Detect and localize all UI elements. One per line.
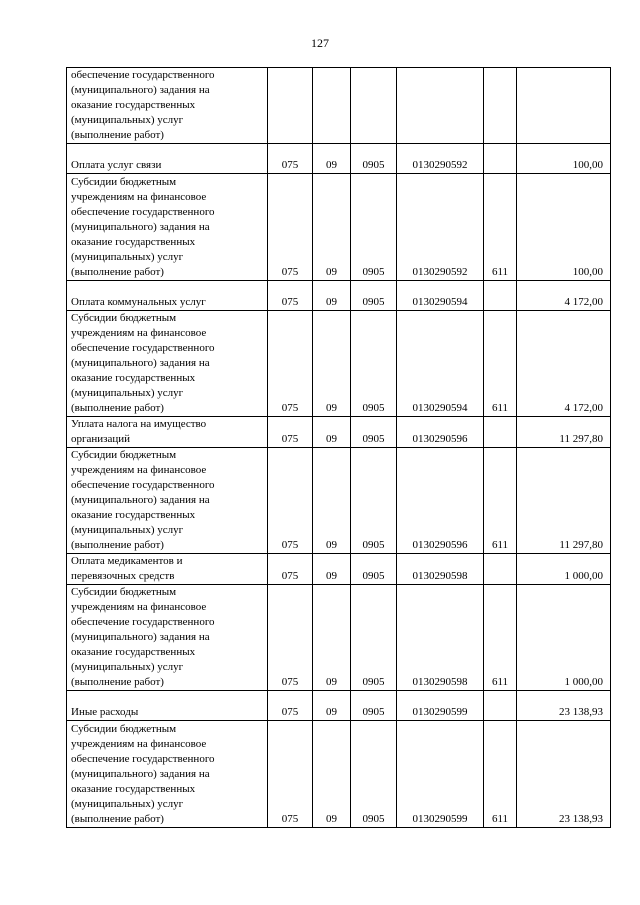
amount-cell [517, 68, 611, 144]
item-name: Субсидии бюджетным учреждениям на финансовое обеспечение государственного (муниципального) задания на оказание государственных (муниципальных) услуг (выполнение работ) [71, 723, 215, 825]
item-name-cell [67, 554, 268, 585]
section-code-cell: 09 [313, 144, 351, 174]
subsection-code-cell: 0905 [351, 174, 397, 281]
expense-type-cell [484, 417, 517, 448]
target-code-cell: 0130290592 [397, 174, 484, 281]
amount-cell: 11 297,80 [517, 448, 611, 554]
section-code-cell: 09 [313, 281, 351, 311]
target-code-cell: 0130290594 [397, 281, 484, 311]
target-code-cell: 0130290592 [397, 144, 484, 174]
section-code-cell: 09 [313, 691, 351, 721]
target-code-cell: 0130290596 [397, 448, 484, 554]
table-row [67, 448, 611, 554]
ministry-code-cell [268, 68, 313, 144]
target-code-cell: 0130290599 [397, 721, 484, 828]
subsection-code-cell: 0905 [351, 417, 397, 448]
section-code-cell: 09 [313, 448, 351, 554]
item-name: Субсидии бюджетным учреждениям на финансовое обеспечение государственного (муниципального) задания на оказание государственных (муниципальных) услуг (выполнение работ) [71, 312, 215, 414]
table-row [67, 311, 611, 417]
item-name-cell [67, 144, 268, 174]
amount-cell: 4 172,00 [517, 311, 611, 417]
subsection-code-cell: 0905 [351, 554, 397, 585]
ministry-code-cell: 075 [268, 721, 313, 828]
item-name: обеспечение государственного (муниципального) задания на оказание государственных (муниципальных) услуг (выполнение работ) [71, 69, 215, 141]
amount-cell: 100,00 [517, 174, 611, 281]
subsection-code-cell: 0905 [351, 721, 397, 828]
item-name-cell [67, 311, 268, 417]
expense-type-cell: 611 [484, 448, 517, 554]
expense-type-cell: 611 [484, 585, 517, 691]
item-name-cell [67, 174, 268, 281]
item-name-cell [67, 281, 268, 311]
subsection-code-cell: 0905 [351, 281, 397, 311]
ministry-code-cell: 075 [268, 174, 313, 281]
expense-type-cell [484, 68, 517, 144]
ministry-code-cell: 075 [268, 554, 313, 585]
section-code-cell: 09 [313, 311, 351, 417]
section-code-cell [313, 68, 351, 144]
table-row [67, 554, 611, 585]
item-name: Субсидии бюджетным учреждениям на финансовое обеспечение государственного (муниципального) задания на оказание государственных (муниципальных) услуг (выполнение работ) [71, 176, 215, 278]
item-name-cell [67, 691, 268, 721]
subsection-code-cell: 0905 [351, 691, 397, 721]
subsection-code-cell: 0905 [351, 144, 397, 174]
ministry-code-cell: 075 [268, 585, 313, 691]
item-name: Оплата услуг связи [71, 159, 162, 171]
item-name-cell [67, 448, 268, 554]
table-row [67, 585, 611, 691]
subsection-code-cell [351, 68, 397, 144]
target-code-cell: 0130290594 [397, 311, 484, 417]
item-name: Субсидии бюджетным учреждениям на финансовое обеспечение государственного (муниципального) задания на оказание государственных (муниципальных) услуг (выполнение работ) [71, 586, 215, 688]
amount-cell: 11 297,80 [517, 417, 611, 448]
item-name-cell [67, 721, 268, 828]
expense-type-cell [484, 691, 517, 721]
expense-type-cell: 611 [484, 174, 517, 281]
section-code-cell: 09 [313, 585, 351, 691]
subsection-code-cell: 0905 [351, 585, 397, 691]
amount-cell: 1 000,00 [517, 585, 611, 691]
amount-cell: 100,00 [517, 144, 611, 174]
amount-cell: 1 000,00 [517, 554, 611, 585]
ministry-code-cell: 075 [268, 417, 313, 448]
amount-cell: 23 138,93 [517, 691, 611, 721]
ministry-code-cell: 075 [268, 448, 313, 554]
section-code-cell: 09 [313, 554, 351, 585]
section-code-cell: 09 [313, 721, 351, 828]
table-row [67, 721, 611, 828]
item-name-cell [67, 68, 268, 144]
amount-cell: 4 172,00 [517, 281, 611, 311]
item-name: Уплата налога на имущество организаций [71, 418, 207, 445]
expense-type-cell: 611 [484, 721, 517, 828]
section-code-cell: 09 [313, 417, 351, 448]
expense-type-cell [484, 281, 517, 311]
item-name: Иные расходы [71, 706, 139, 718]
target-code-cell [397, 68, 484, 144]
subsection-code-cell: 0905 [351, 311, 397, 417]
table-row [67, 68, 611, 144]
target-code-cell: 0130290596 [397, 417, 484, 448]
expense-type-cell [484, 144, 517, 174]
item-name-cell [67, 417, 268, 448]
budget-table [66, 67, 611, 828]
item-name-cell [67, 585, 268, 691]
page-number: 127 [311, 36, 329, 50]
table-row [67, 281, 611, 311]
amount-cell: 23 138,93 [517, 721, 611, 828]
table-row [67, 691, 611, 721]
table-row [67, 174, 611, 281]
ministry-code-cell: 075 [268, 144, 313, 174]
target-code-cell: 0130290599 [397, 691, 484, 721]
ministry-code-cell: 075 [268, 311, 313, 417]
target-code-cell: 0130290598 [397, 585, 484, 691]
item-name: Оплата коммунальных услуг [71, 296, 206, 308]
ministry-code-cell: 075 [268, 691, 313, 721]
table-row [67, 144, 611, 174]
item-name: Субсидии бюджетным учреждениям на финансовое обеспечение государственного (муниципального) задания на оказание государственных (муниципальных) услуг (выполнение работ) [71, 449, 215, 551]
table-row [67, 417, 611, 448]
expense-type-cell: 611 [484, 311, 517, 417]
subsection-code-cell: 0905 [351, 448, 397, 554]
target-code-cell: 0130290598 [397, 554, 484, 585]
section-code-cell: 09 [313, 174, 351, 281]
ministry-code-cell: 075 [268, 281, 313, 311]
item-name: Оплата медикаментов и перевязочных средств [71, 555, 183, 582]
expense-type-cell [484, 554, 517, 585]
